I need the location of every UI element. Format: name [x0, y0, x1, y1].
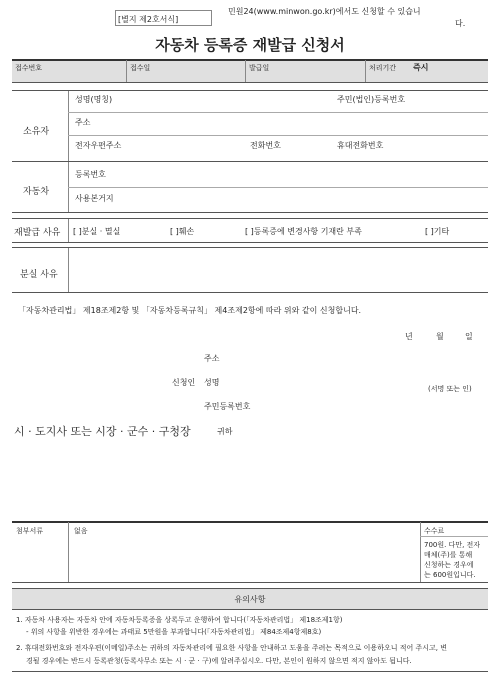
row-line	[68, 187, 488, 188]
applicant-resident-number-label: 주민등록번호	[204, 402, 251, 411]
date-year-label: 년	[405, 332, 413, 341]
recipient-authority: 시 · 도지사 또는 시장 · 군수 · 구청장	[14, 425, 191, 438]
notice-item-1-sub: - 위의 사항을 위반한 경우에는 과태료 5만원을 부과합니다(「자동차관리법」 제84조제4항제8호)	[26, 628, 322, 636]
row-line	[68, 112, 488, 113]
attachments-value: 없음	[74, 527, 88, 535]
form-tag-box	[115, 10, 212, 26]
row-line	[12, 292, 488, 293]
legal-basis-statement: 「자동차관리법」 제18조제2항 및 「자동차등록규칙」 제4조제2항에 따라 위와 같이 신청합니다.	[18, 306, 362, 315]
divider	[365, 60, 366, 82]
receipt-bottom-border	[12, 82, 488, 83]
receipt-number-label: 접수번호	[15, 64, 43, 72]
divider	[126, 60, 127, 82]
row-line	[12, 212, 488, 213]
row-line	[12, 247, 488, 248]
applicant-label: 신청인	[172, 378, 196, 387]
owner-email-label: 전자우편주소	[75, 141, 122, 150]
divider	[245, 60, 246, 82]
divider	[68, 91, 69, 161]
row-line	[12, 242, 488, 243]
row-line	[420, 536, 488, 537]
fee-line: 700원. 다만, 전자	[424, 541, 481, 549]
reissue-option-other-checkbox[interactable]: [ ]기타	[425, 227, 450, 236]
divider	[68, 522, 69, 582]
fee-label: 수수료	[424, 527, 445, 535]
notice-item-2-line2: 경될 경우에는 반드시 등록관청(등록사무소 또는 시 · 군 · 구)에 알려주십시오. 다만, 본인이 원하지 않으면 적지 않아도 됩니다.	[26, 657, 412, 665]
notice-item-2-line1: 2. 휴대전화번호와 전자우편(이메일)주소는 귀하의 자동차관리에 필요한 사항을 안내하고 도움을 주려는 목적으로 이용하오니 적어 주시고, 변	[16, 644, 447, 652]
owner-phone-label: 전화번호	[250, 141, 281, 150]
receipt-date-label: 접수일	[130, 64, 151, 72]
form-number-tag: [별지 제2호서식]	[118, 15, 179, 24]
fee-line: 는 600원입니다.	[424, 571, 476, 579]
fee-line: 매체(주)를 통해	[424, 551, 473, 559]
vehicle-base-location-label: 사용본거지	[75, 194, 114, 203]
form-title: 자동차 등록증 재발급 신청서	[155, 36, 345, 54]
applicant-name-label: 성명	[204, 378, 220, 387]
divider	[68, 219, 69, 242]
fee-description	[424, 540, 480, 580]
top-border	[12, 59, 488, 61]
owner-mobile-label: 휴대전화번호	[337, 141, 384, 150]
owner-top-border	[12, 90, 488, 91]
date-day-label: 일	[465, 332, 473, 341]
owner-resident-number-label: 주민(법인)등록번호	[337, 95, 406, 104]
notice-title: 유의사항	[234, 595, 266, 604]
row-line	[12, 521, 488, 523]
loss-reason-label: 분실 사유	[20, 270, 58, 280]
vehicle-section-label: 자동차	[23, 187, 50, 197]
loss-reason-field[interactable]	[72, 250, 484, 288]
reissue-option-damaged-checkbox[interactable]: [ ]훼손	[170, 227, 195, 236]
recipient-honorific: 귀하	[217, 427, 233, 436]
owner-section-label: 소유자	[23, 127, 50, 137]
owner-address-label: 주소	[75, 118, 91, 127]
row-line	[12, 609, 488, 610]
row-line	[68, 135, 488, 136]
fee-line: 신청하는 경우에	[424, 561, 474, 569]
vehicle-registration-number-label: 등록번호	[75, 170, 106, 179]
row-line	[12, 582, 488, 583]
row-line	[12, 161, 488, 162]
processing-period-value: 즉시	[413, 63, 429, 72]
applicant-address-label: 주소	[204, 354, 220, 363]
divider	[68, 248, 69, 292]
signature-hint: (서명 또는 인)	[428, 385, 472, 393]
processing-period-label: 처리기간	[369, 64, 397, 72]
online-note-line2: 다.	[455, 19, 466, 28]
divider	[420, 522, 421, 582]
date-month-label: 월	[436, 332, 444, 341]
online-note-line1: 민원24(www.minwon.go.kr)에서도 신청할 수 있습니	[228, 7, 421, 16]
owner-name-label: 성명(명칭)	[75, 95, 113, 104]
notice-item-1: 1. 자동차 사용자는 자동차 안에 자동차등록증을 상록두고 운행하여 합니다(「자동차관리법」 제18조제1항)	[16, 616, 343, 624]
row-line	[12, 671, 488, 672]
reissue-reason-label: 재발급 사유	[14, 228, 61, 238]
reissue-option-lost-checkbox[interactable]: [ ]분실 · 멸실	[73, 227, 121, 236]
issue-date-label: 발급일	[249, 64, 270, 72]
row-line	[12, 218, 488, 219]
attachments-label: 첨부서류	[16, 527, 44, 535]
reissue-option-insufficient-space-checkbox[interactable]: [ ]등록증에 변경사항 기재란 부족	[245, 227, 362, 236]
